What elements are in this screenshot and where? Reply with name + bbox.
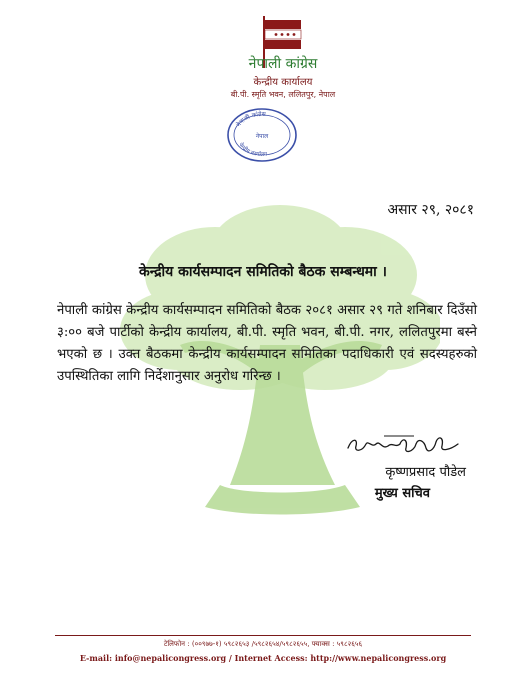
office-address: बी.पी. स्मृति भवन, ललितपुर, नेपाल xyxy=(230,90,336,99)
handwritten-signature xyxy=(344,430,462,460)
letter-date: असार २९, २०८१ xyxy=(387,202,474,218)
signatory-name: कृष्णप्रसाद पौडेल xyxy=(385,465,466,480)
footer-contact: E-mail: info@nepalicongress.org / Internet Access: http://www.nepalicongress.org xyxy=(79,653,447,663)
footer-phone: टेलिफोन : (००९७७-१) ५९८२६५३ /५९८२६५४/५९८२६५५, फ्याक्स : ५९८२६५६ xyxy=(163,640,363,648)
seal-bottom-text: केन्द्रीय कार्यालय xyxy=(237,141,268,159)
office-name: केन्द्रीय कार्यालय xyxy=(253,77,313,88)
letter-subject: केन्द्रीय कार्यसम्पादन समितिको बैठक सम्बन्धमा । xyxy=(139,264,387,280)
seal-middle-text: नेपाल xyxy=(255,133,269,140)
signatory-title: मुख्य सचिव xyxy=(374,486,430,501)
seal-top-text: नेपाली कांग्रेस xyxy=(235,110,266,128)
letter-body: नेपाली कांग्रेस केन्द्रीय कार्यसम्पादन समितिको बैठक २०८१ असार २९ गते शनिबार दिउँसो ३:०० बजे पार्टीको केन्द्रीय कार्यालय, बी.पी. स्मृति भवन, बी.पी. नगर, ललितपुरमा बस्ने भएको छ । उक्त बैठकमा केन्द्रीय कार्यसम्पादन समितिका पदाधिकारी एवं सदस्यहरुको उपस्थितिका लागि निर्देशानुसार अनुरोध गरिन्छ । xyxy=(57,303,477,384)
organization-name: नेपाली कांग्रेस xyxy=(248,56,318,72)
office-seal-stamp xyxy=(226,107,298,163)
footer-divider xyxy=(55,635,471,636)
svg-text:नेपाली कांग्रेस xyxy=(235,110,267,128)
